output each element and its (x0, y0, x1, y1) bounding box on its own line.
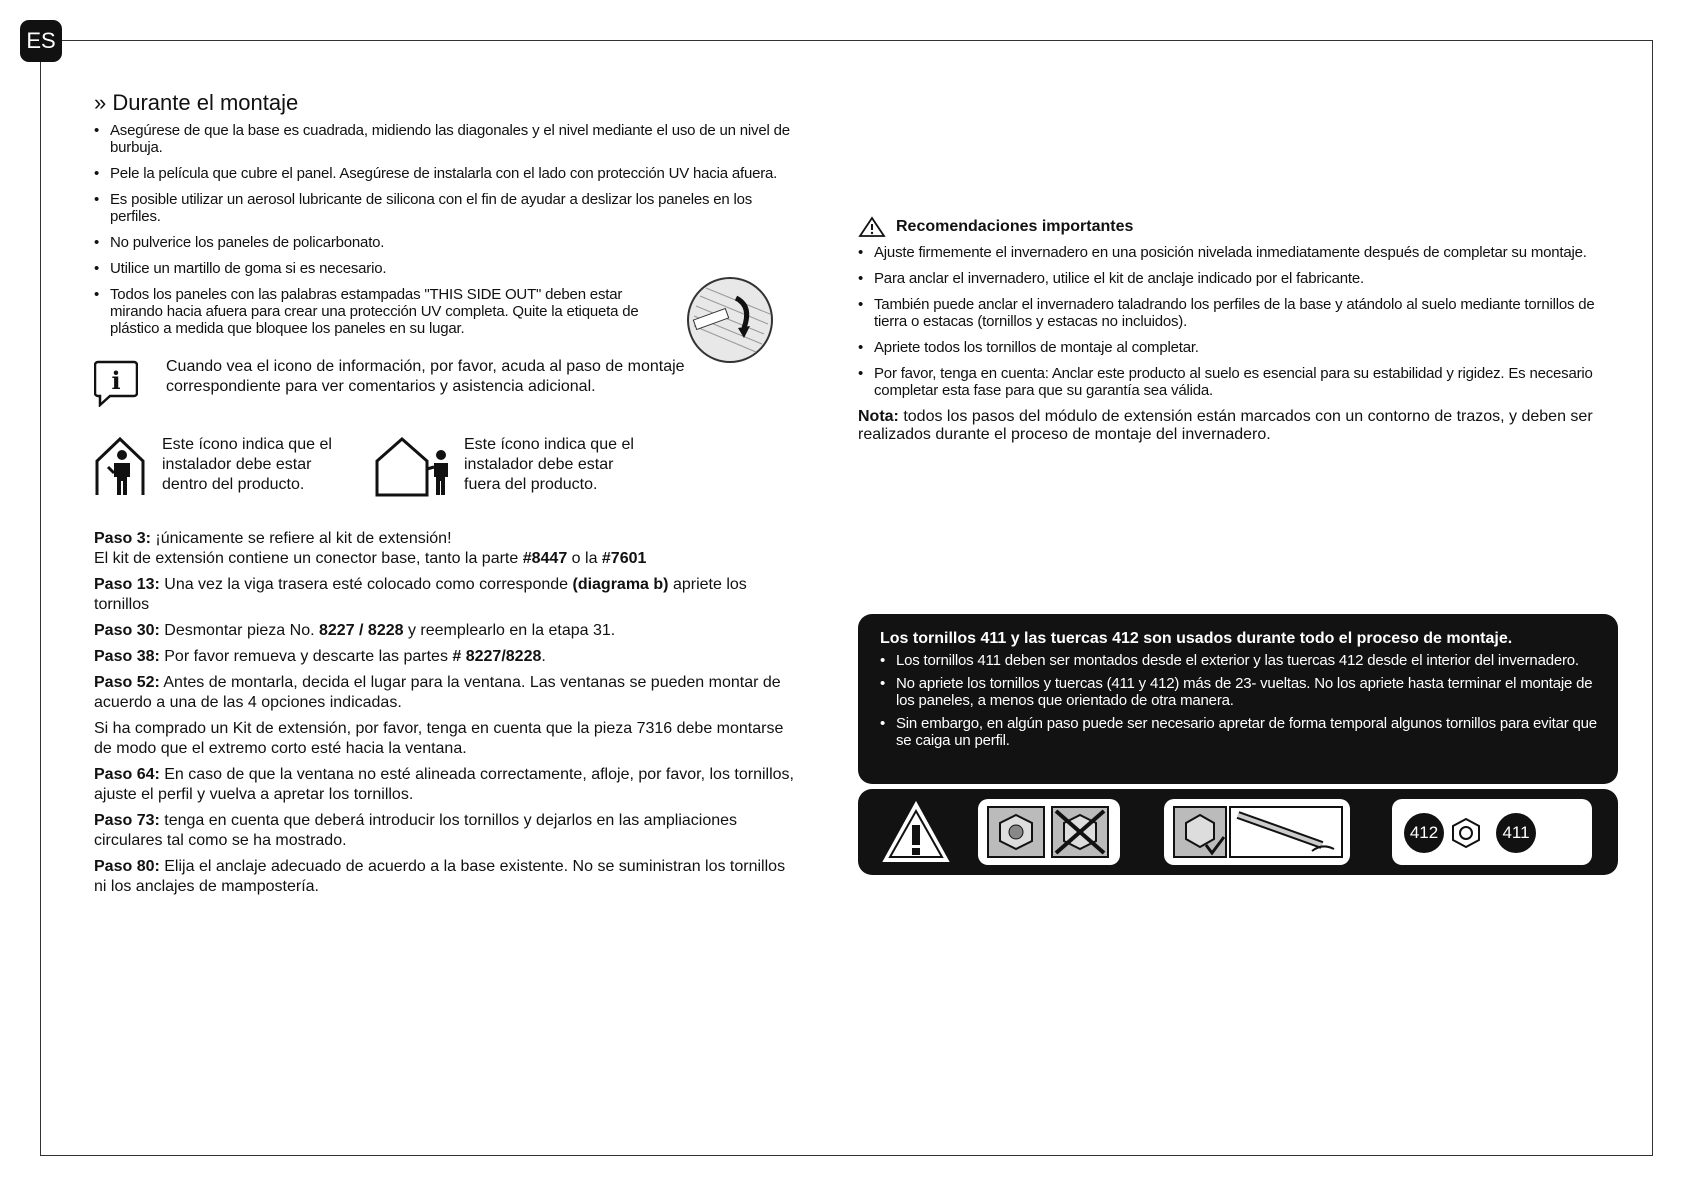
step-73 (94, 811, 794, 851)
warning-triangle-icon (880, 799, 952, 865)
step-text: y reemplearlo en la etapa 31. (403, 622, 616, 639)
step-30 (94, 621, 794, 641)
step-label: Paso 38: (94, 648, 160, 665)
step-64 (94, 765, 794, 805)
svg-text:i: i (111, 366, 121, 395)
step-label: Paso 80: (94, 858, 160, 875)
step-text: apriete los tornillos (94, 576, 747, 613)
loose-vs-tight-panel (978, 799, 1120, 865)
part-number: 8227 / 8228 (319, 622, 404, 639)
step-52 (94, 673, 794, 713)
list-item: • Para anclar el invernadero, utilice el kit de anclaje indicado por el fabricante. (858, 270, 1618, 287)
step-text: Por favor remueva y descarte las partes (159, 648, 453, 665)
bolt-411-badge: 411 (1496, 813, 1536, 853)
list-item: • También puede anclar el invernadero taladrando los perfiles de la base y atándolo al suelo mediante tornillos de tierra o estacas (tornillos y estacas no incluidos). (858, 296, 1618, 330)
nut-loose-not-tight-icon (986, 805, 1112, 859)
list-item: • Pele la película que cubre el panel. Asegúrese de instalarla con el lado con protección UV hacia afuera. (94, 165, 794, 182)
installer-icons-row (94, 435, 794, 505)
step-label: Paso 64: (94, 766, 160, 783)
step-text: Desmontar pieza No. (159, 622, 319, 639)
nut-hand-tighten-icon (1172, 805, 1344, 859)
section-title: » Durante el montaje (94, 90, 299, 115)
step-bold: (diagrama b) (572, 576, 669, 593)
step-text: El kit de extensión contiene un conector base, tanto la parte (94, 550, 523, 567)
assembly-tips-list (94, 122, 794, 337)
step-text: . (541, 648, 546, 665)
right-column (858, 216, 1618, 444)
step-label: Paso 13: (94, 576, 160, 593)
screws-info-box (858, 614, 1618, 784)
info-speech-icon (94, 359, 138, 407)
step-text: En caso de que la ventana no esté alineada correctamente, afloje, por favor, los tornillos, ajuste el perfil y vuelva a apretar los tornillos. (94, 766, 794, 803)
step-label: Paso 52: (94, 674, 160, 691)
step-text: Antes de montarla, decida el lugar para la ventana. Las ventanas se pueden montar de acuerdo a una de las 4 opciones indicadas. (94, 674, 781, 711)
screw-icons-strip (858, 789, 1618, 875)
inside-text: Este ícono indica que el instalador debe estar dentro del producto. (162, 436, 332, 493)
note-label: Nota: (858, 408, 899, 425)
installer-outside-icon (374, 435, 454, 497)
recommendations-list (858, 244, 1618, 399)
warning-triangle-icon (858, 216, 886, 238)
kit-note: Si ha comprado un Kit de extensión, por favor, tenga en cuenta que la pieza 7316 debe montarse de modo que el extremo corto esté hacia la ventana. (94, 720, 784, 757)
language-tab: ES (20, 20, 62, 62)
list-item: • Por favor, tenga en cuenta: Anclar este producto al suelo es esencial para su estabilidad y rigidez. Es necesario completar esta fase para que su garantía sea válida. (858, 365, 1618, 399)
left-column (94, 90, 794, 903)
list-item: • Apriete todos los tornillos de montaje al completar. (858, 339, 1618, 356)
list-item: • Es posible utilizar un aerosol lubricante de silicona con el fin de ayudar a deslizar los paneles en los perfiles. (94, 191, 794, 225)
step-text: o la (567, 550, 602, 567)
step-text: Una vez la viga trasera esté colocado como corresponde (159, 576, 573, 593)
part-number: # 8227/8228 (452, 648, 542, 665)
screws-box-list (880, 652, 1598, 749)
part-number: #7601 (601, 550, 647, 567)
note-text: todos los pasos del módulo de extensión están marcados con un contorno de trazos, y deben ser realizados durante el proceso de montaje del invernadero. (858, 408, 1593, 443)
recommendations-heading (858, 216, 1618, 238)
outside-text: Este ícono indica que el instalador debe estar fuera del producto. (464, 436, 634, 493)
screws-box-title: Los tornillos 411 y las tuercas 412 son usados durante todo el proceso de montaje. (880, 630, 1513, 647)
list-item: • No apriete los tornillos y tuercas (411 y 412) más de 23- vueltas. No los apriete hasta terminar el montaje de los paneles, a menos que orientado de otra manera. (880, 675, 1598, 709)
list-item: • Utilice un martillo de goma si es necesario. (94, 260, 794, 277)
part-number: #8447 (522, 550, 568, 567)
list-item-text: Todos los paneles con las palabras estampadas "THIS SIDE OUT" deben estar mirando hacia afuera para crear una protección UV completa. Quite la etiqueta de plástico a medida que bloquee los paneles en su lugar. (110, 286, 639, 337)
installer-inside-icon (94, 435, 146, 497)
list-item: • Asegúrese de que la base es cuadrada, midiendo las diagonales y el nivel mediante el uso de un nivel de burbuja. (94, 122, 794, 156)
info-text: Cuando vea el icono de información, por favor, acuda al paso de montaje correspondiente para ver comentarios y asistencia adicional. (166, 358, 685, 395)
step-label: Paso 3: (94, 530, 151, 547)
step-3 (94, 529, 794, 569)
hex-nut-icon (1450, 817, 1482, 849)
step-80 (94, 857, 794, 897)
step-label: Paso 73: (94, 812, 160, 829)
panel-label-icon (686, 276, 774, 364)
step-text: tenga en cuenta que deberá introducir los tornillos y dejarlos en las ampliaciones circulares tal como se ha mostrado. (94, 812, 738, 849)
info-note (94, 357, 794, 413)
step-label: Paso 30: (94, 622, 160, 639)
step-text: ¡únicamente se refiere al kit de extensión! (150, 530, 452, 547)
list-item-this-side-out (94, 286, 794, 337)
parts-badge-panel (1392, 799, 1592, 865)
steps-notes (94, 529, 794, 897)
tighten-by-hand-panel (1164, 799, 1350, 865)
list-item: • Ajuste firmemente el invernadero en una posición nivelada inmediatamente después de completar su montaje. (858, 244, 1618, 261)
note-paragraph (858, 408, 1618, 444)
list-item: • Los tornillos 411 deben ser montados desde el exterior y las tuercas 412 desde el interior del invernadero. (880, 652, 1598, 669)
step-13 (94, 575, 794, 615)
nut-412-badge: 412 (1404, 813, 1444, 853)
step-text: Elija el anclaje adecuado de acuerdo a la base existente. No se suministran los tornillos ni los anclajes de mampostería. (94, 858, 786, 895)
list-item: • No pulverice los paneles de policarbonato. (94, 234, 794, 251)
step-38 (94, 647, 794, 667)
list-item: • Sin embargo, en algún paso puede ser necesario apretar de forma temporal algunos tornillos para evitar que se caiga un perfil. (880, 715, 1598, 749)
recommendations-title: Recomendaciones importantes (896, 218, 1134, 235)
